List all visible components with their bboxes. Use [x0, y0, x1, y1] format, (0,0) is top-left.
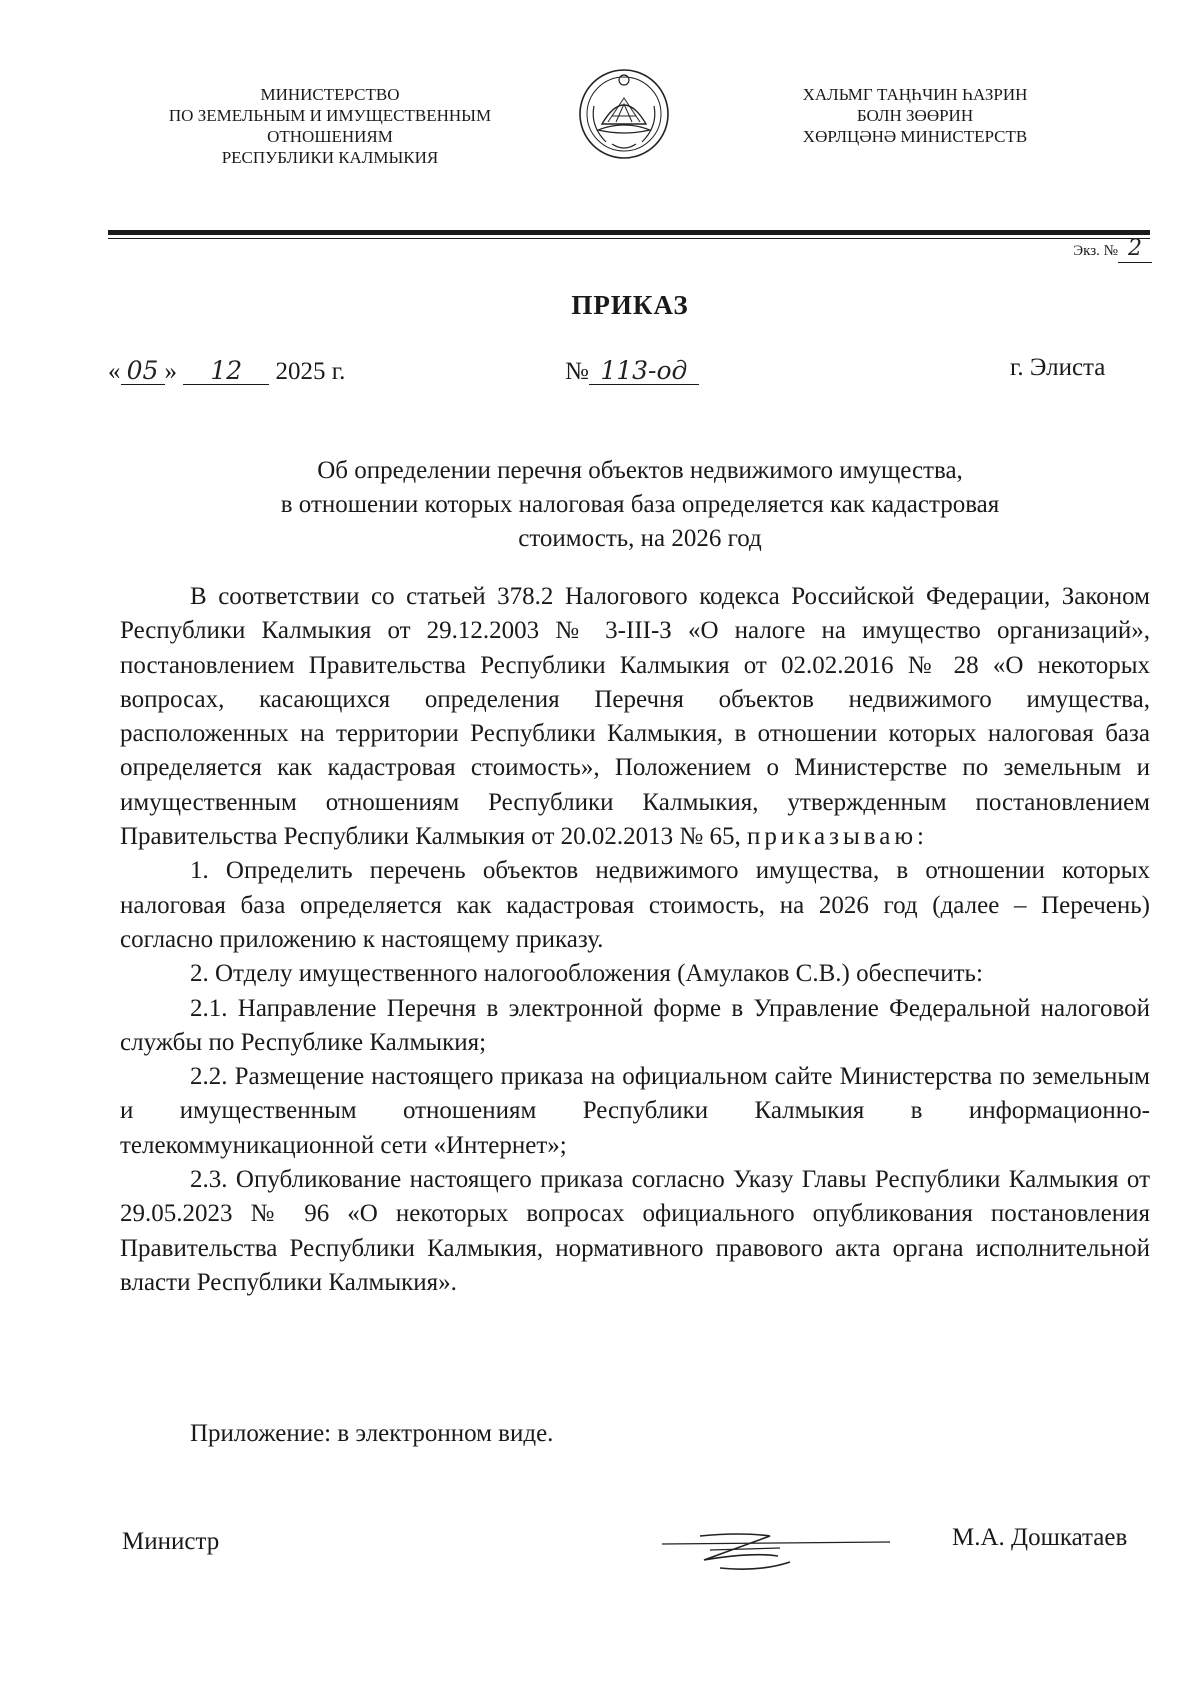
- signatory-name: М.А. Дошкатаев: [952, 1524, 1128, 1551]
- order-subject: [140, 454, 1140, 556]
- document-title: ПРИКАЗ: [571, 290, 689, 320]
- order-item: 2.1. Направление Перечня в электронной форме в Управление Федеральной налоговой службы по Республике Калмыкия;: [120, 994, 1150, 1056]
- order-item: 2.3. Опубликование настоящего приказа согласно Указу Главы Республики Калмыкия от 29.05.2023 № 96 «О некоторых вопросах официального опубликования постановления Правительства Республики Калмыкия, нормативного правового акта органа исполнительной власти Республики Калмыкия».: [120, 1166, 1150, 1296]
- order-number-value: 113-од: [589, 358, 699, 385]
- date-month: 12: [183, 358, 269, 385]
- attachment-note: Приложение: в электронном виде.: [190, 1420, 554, 1447]
- header-divider: [108, 230, 1150, 235]
- ministry-name-russian: [140, 84, 520, 168]
- copy-number-value: 2: [1118, 236, 1152, 263]
- ministry-line: БОЛН ЗӨӨРИН: [856, 106, 974, 125]
- order-number: [565, 358, 699, 386]
- ministry-line: РЕСПУБЛИКИ КАЛМЫКИЯ: [221, 148, 439, 167]
- ministry-line: ХАЛЬМГ ТАҢҺЧИН ҺАЗРИН: [802, 85, 1028, 104]
- ministry-name-kalmyk: [740, 84, 1090, 147]
- order-item: 1. Определить перечень объектов недвижимого имущества, в отношении которых налоговая база определяется как кадастровая стоимость, на 2026 год (далее – Перечень) согласно приложению к настоящему приказу.: [120, 857, 1150, 953]
- order-item: 2.2. Размещение настоящего приказа на официальном сайте Министерства по земельным и имущественным отношениям Республики Калмыкия в информационно-телекоммуникационной сети «Интернет»;: [120, 1063, 1150, 1159]
- handwritten-signature: [660, 1522, 890, 1582]
- date-year: 2025 г.: [275, 358, 346, 385]
- date-quote-open: «: [108, 358, 121, 385]
- ministry-line: ОТНОШЕНИЯМ: [267, 127, 393, 146]
- order-number-label: №: [565, 358, 589, 385]
- copy-number: [1073, 236, 1152, 263]
- preamble-text: В соответствии со статьей 378.2 Налогового кодекса Российской Федерации, Законом Республики Калмыкия от 29.12.2003 № 3-III-З «О налоге на имущество организаций», постановлением Правительства Республики Калмыкия от 02.02.2016 № 28 «О некоторых вопросах, касающихся определения Перечня объектов недвижимого имущества, расположенных на территории Республики Калмыкия, в отношении которых налоговая база определяется как кадастровая стоимость», Положением о Министерстве по земельным и имущественным отношениям Республики Калмыкия, утвержденным постановлением Правительства Республики Калмыкия от 20.02.2013 № 65,: [120, 583, 1150, 851]
- date-day: 05: [121, 358, 165, 385]
- order-body: [120, 580, 1150, 1300]
- ministry-line: ХӨРЛЦӘНӘ МИНИСТЕРСТВ: [802, 127, 1028, 146]
- subject-line: в отношении которых налоговая база определяется как кадастровая: [280, 491, 1000, 518]
- order-date: [108, 358, 345, 386]
- coat-of-arms-emblem: [576, 66, 672, 162]
- order-item: 2. Отделу имущественного налогообложения (Амулаков С.В.) обеспечить:: [190, 960, 983, 988]
- subject-line: Об определении перечня объектов недвижимого имущества,: [317, 457, 963, 484]
- issue-city: г. Элиста: [1010, 354, 1106, 381]
- ministry-line: ПО ЗЕМЕЛЬНЫМ И ИМУЩЕСТВЕННЫМ: [168, 106, 492, 125]
- ministry-line: МИНИСТЕРСТВО: [260, 85, 400, 104]
- date-quote-close: »: [164, 358, 177, 385]
- header-divider-thin: [108, 238, 1150, 239]
- signatory-title: Министр: [122, 1528, 220, 1555]
- preamble-paragraph: [120, 580, 1150, 854]
- order-word: приказываю:: [746, 823, 928, 851]
- copy-number-label: Экз. №: [1073, 243, 1118, 259]
- subject-line: стоимость, на 2026 год: [518, 525, 762, 552]
